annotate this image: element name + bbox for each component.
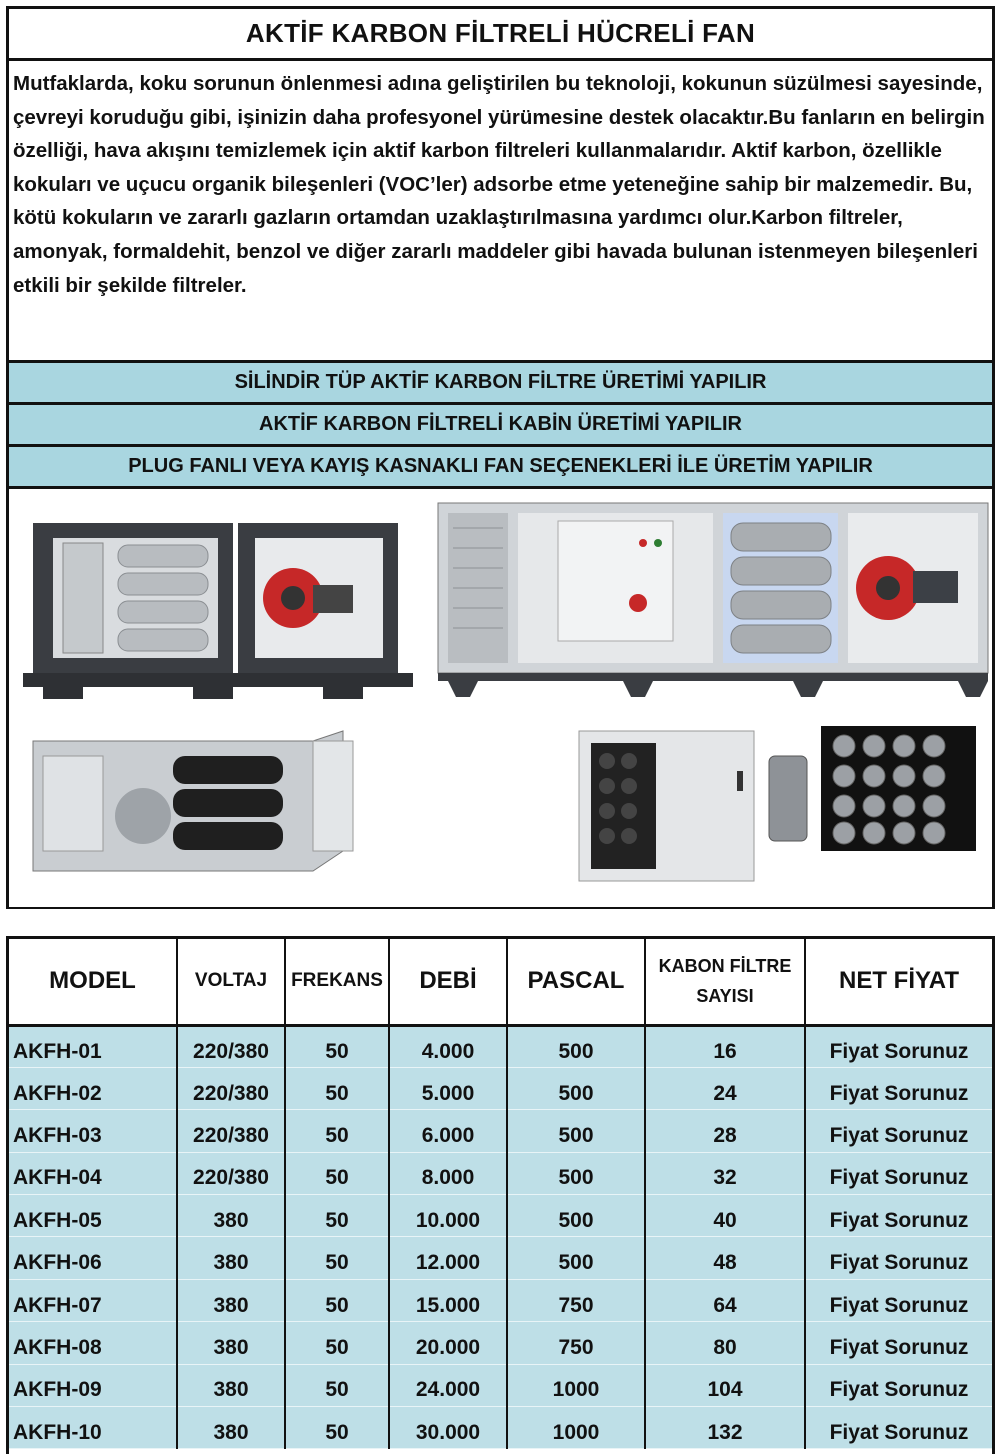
cell-model: AKFH-05 bbox=[9, 1195, 177, 1237]
cell-debi: 30.000 bbox=[389, 1407, 507, 1449]
cell-pascal: 1000 bbox=[507, 1407, 645, 1449]
product-photo-filter-cabinet bbox=[569, 711, 989, 896]
cell-model: AKFH-04 bbox=[9, 1152, 177, 1194]
cell-filtre-sayisi: 80 bbox=[645, 1322, 805, 1364]
cell-frekans: 50 bbox=[285, 1067, 389, 1109]
table-row bbox=[9, 1407, 992, 1449]
cell-pascal: 500 bbox=[507, 1025, 645, 1067]
cell-fiyat: Fiyat Sorunuz bbox=[805, 1152, 992, 1194]
cell-model: AKFH-03 bbox=[9, 1110, 177, 1152]
col-header-filtre-sayisi bbox=[645, 939, 805, 1025]
cell-fiyat: Fiyat Sorunuz bbox=[805, 1364, 992, 1406]
cell-model: AKFH-07 bbox=[9, 1279, 177, 1321]
cell-filtre-sayisi: 40 bbox=[645, 1195, 805, 1237]
cell-filtre-sayisi: 28 bbox=[645, 1110, 805, 1152]
table-row bbox=[9, 1279, 992, 1321]
cell-voltaj: 380 bbox=[177, 1195, 285, 1237]
cell-voltaj: 380 bbox=[177, 1364, 285, 1406]
cell-fiyat: Fiyat Sorunuz bbox=[805, 1195, 992, 1237]
page-title: AKTİF KARBON FİLTRELİ HÜCRELİ FAN bbox=[9, 9, 992, 61]
table-row bbox=[9, 1195, 992, 1237]
cell-debi: 8.000 bbox=[389, 1152, 507, 1194]
product-photos bbox=[9, 489, 992, 907]
col-header-filtre-line2: SAYISI bbox=[696, 986, 754, 1007]
cell-fiyat: Fiyat Sorunuz bbox=[805, 1322, 992, 1364]
cell-pascal: 500 bbox=[507, 1195, 645, 1237]
cell-frekans: 50 bbox=[285, 1237, 389, 1279]
cell-model: AKFH-08 bbox=[9, 1322, 177, 1364]
product-photo-modular-unit bbox=[433, 493, 993, 713]
cell-model: AKFH-10 bbox=[9, 1407, 177, 1449]
table-row bbox=[9, 1237, 992, 1279]
cell-pascal: 500 bbox=[507, 1237, 645, 1279]
table-row bbox=[9, 1110, 992, 1152]
col-header-debi: DEBİ bbox=[389, 939, 507, 1025]
cell-fiyat: Fiyat Sorunuz bbox=[805, 1279, 992, 1321]
cell-frekans: 50 bbox=[285, 1322, 389, 1364]
cell-debi: 10.000 bbox=[389, 1195, 507, 1237]
cell-frekans: 50 bbox=[285, 1110, 389, 1152]
cell-debi: 4.000 bbox=[389, 1025, 507, 1067]
cell-voltaj: 380 bbox=[177, 1407, 285, 1449]
cell-frekans: 50 bbox=[285, 1364, 389, 1406]
cell-filtre-sayisi: 16 bbox=[645, 1025, 805, 1067]
cell-debi: 24.000 bbox=[389, 1364, 507, 1406]
cell-debi: 6.000 bbox=[389, 1110, 507, 1152]
table-row bbox=[9, 1152, 992, 1194]
cell-frekans: 50 bbox=[285, 1407, 389, 1449]
table-row bbox=[9, 1067, 992, 1109]
cell-frekans: 50 bbox=[285, 1195, 389, 1237]
cell-debi: 20.000 bbox=[389, 1322, 507, 1364]
product-photo-dark-cabinet bbox=[23, 503, 413, 703]
cell-voltaj: 220/380 bbox=[177, 1110, 285, 1152]
cell-fiyat: Fiyat Sorunuz bbox=[805, 1067, 992, 1109]
cell-model: AKFH-01 bbox=[9, 1025, 177, 1067]
col-header-frekans: FREKANS bbox=[285, 939, 389, 1025]
cell-filtre-sayisi: 24 bbox=[645, 1067, 805, 1109]
product-description: Mutfaklarda, koku sorunun önlenmesi adına geliştirilen bu teknoloji, kokunun süzülmesi sayesinde, çevreyi koruduğu gibi, işinizin daha profesyonel yürümesine destek olacaktır.Bu fanların en belirgin özelliği, hava akışını temizlemek için aktif karbon filtreleri kullanmalarıdır. Aktif karbon, özellikle kokuları ve uçucu organik bileşenleri (VOC’ler) adsorbe etme yeteneğine sahip bir malzemedir. Bu, kötü kokuların ve zararlı gazların ortamdan uzaklaştırılmasına yardımcı olur.Karbon filtreler, amonyak, formaldehit, benzol ve diğer zararlı maddeler gibi havada bulunan istenmeyen bileşenleri etkili bir şekilde filtreler. bbox=[9, 61, 992, 363]
feature-band-fan-options: PLUG FANLI VEYA KAYIŞ KASNAKLI FAN SEÇENEKLERİ İLE ÜRETİM YAPILIR bbox=[9, 447, 992, 489]
cell-pascal: 500 bbox=[507, 1152, 645, 1194]
col-header-model: MODEL bbox=[9, 939, 177, 1025]
cell-debi: 5.000 bbox=[389, 1067, 507, 1109]
cell-fiyat: Fiyat Sorunuz bbox=[805, 1237, 992, 1279]
cell-fiyat: Fiyat Sorunuz bbox=[805, 1025, 992, 1067]
cell-frekans: 50 bbox=[285, 1152, 389, 1194]
cell-filtre-sayisi: 64 bbox=[645, 1279, 805, 1321]
cell-model: AKFH-09 bbox=[9, 1364, 177, 1406]
product-info-panel bbox=[6, 6, 995, 909]
cell-model: AKFH-06 bbox=[9, 1237, 177, 1279]
cell-voltaj: 380 bbox=[177, 1237, 285, 1279]
cell-model: AKFH-02 bbox=[9, 1067, 177, 1109]
cell-voltaj: 380 bbox=[177, 1322, 285, 1364]
table-row bbox=[9, 1025, 992, 1067]
cell-debi: 12.000 bbox=[389, 1237, 507, 1279]
table-body bbox=[9, 1025, 992, 1449]
col-header-voltaj: VOLTAJ bbox=[177, 939, 285, 1025]
col-header-pascal: PASCAL bbox=[507, 939, 645, 1025]
table-row bbox=[9, 1322, 992, 1364]
product-photo-compact-unit bbox=[23, 721, 383, 891]
col-header-filtre-line1: KABON FİLTRE bbox=[658, 956, 792, 977]
cell-debi: 15.000 bbox=[389, 1279, 507, 1321]
cell-pascal: 500 bbox=[507, 1067, 645, 1109]
cell-pascal: 750 bbox=[507, 1322, 645, 1364]
cell-fiyat: Fiyat Sorunuz bbox=[805, 1407, 992, 1449]
table-header-row bbox=[9, 939, 992, 1025]
cell-pascal: 750 bbox=[507, 1279, 645, 1321]
cell-voltaj: 380 bbox=[177, 1279, 285, 1321]
cell-filtre-sayisi: 32 bbox=[645, 1152, 805, 1194]
price-table-panel bbox=[6, 936, 995, 1454]
cell-fiyat: Fiyat Sorunuz bbox=[805, 1110, 992, 1152]
cell-pascal: 1000 bbox=[507, 1364, 645, 1406]
cell-filtre-sayisi: 132 bbox=[645, 1407, 805, 1449]
cell-filtre-sayisi: 48 bbox=[645, 1237, 805, 1279]
cell-frekans: 50 bbox=[285, 1025, 389, 1067]
cell-pascal: 500 bbox=[507, 1110, 645, 1152]
table-row bbox=[9, 1364, 992, 1406]
feature-band-cabin: AKTİF KARBON FİLTRELİ KABİN ÜRETİMİ YAPILIR bbox=[9, 405, 992, 447]
cell-frekans: 50 bbox=[285, 1279, 389, 1321]
cell-voltaj: 220/380 bbox=[177, 1067, 285, 1109]
price-table bbox=[9, 939, 992, 1449]
cell-filtre-sayisi: 104 bbox=[645, 1364, 805, 1406]
cell-voltaj: 220/380 bbox=[177, 1025, 285, 1067]
feature-band-cylinder-filter: SİLİNDİR TÜP AKTİF KARBON FİLTRE ÜRETİMİ YAPILIR bbox=[9, 363, 992, 405]
cell-voltaj: 220/380 bbox=[177, 1152, 285, 1194]
col-header-net-fiyat: NET FİYAT bbox=[805, 939, 992, 1025]
